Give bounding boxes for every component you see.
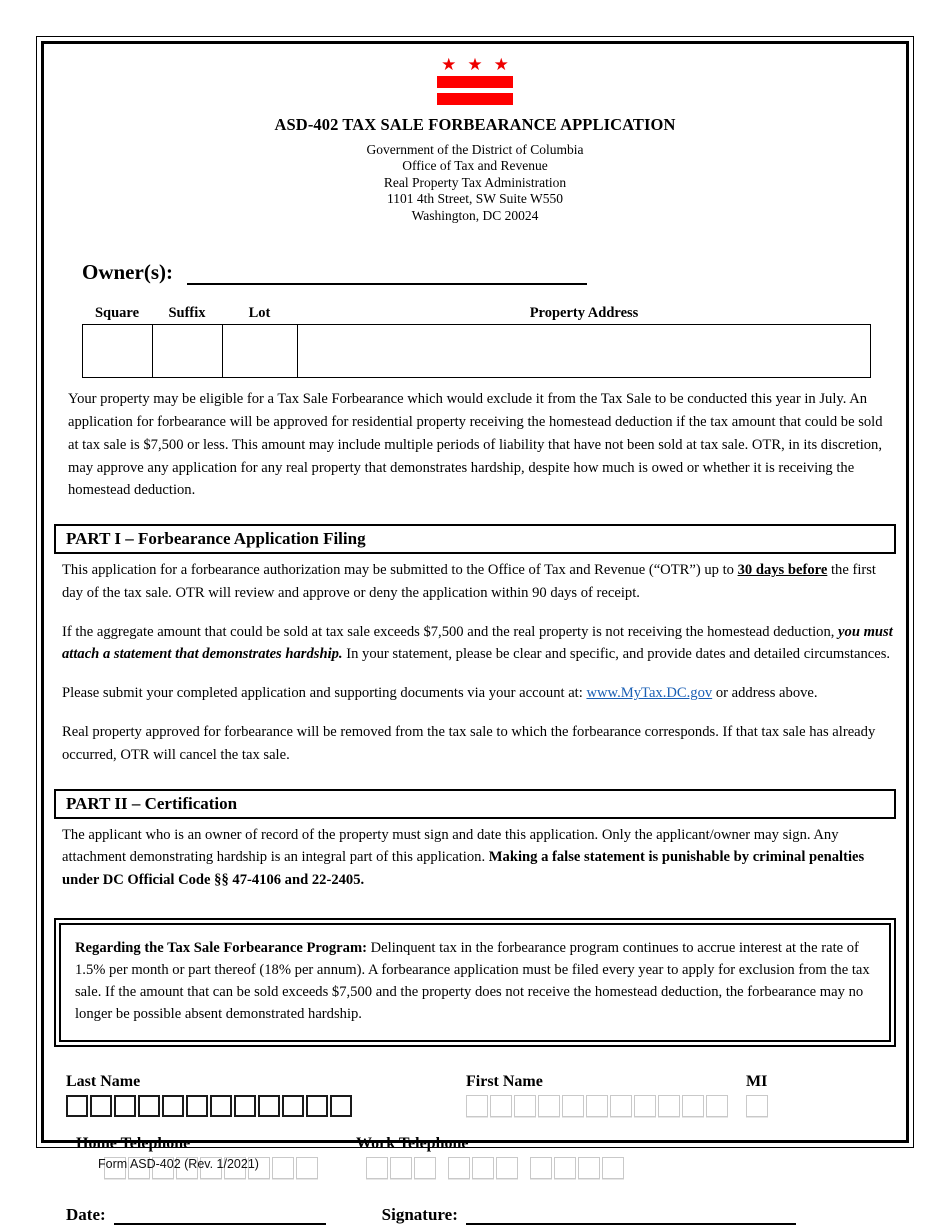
signature-input-line[interactable] xyxy=(466,1208,796,1225)
group-gap xyxy=(438,1157,446,1179)
intro-paragraph: Your property may be eligible for a Tax Sale Forbearance which would exclude it from the Tax Sale to be conducted this year in July. An application for forbearance will be approved for residential property receiving the homestead deduction if the tax amount that could be sold at tax sale is $7,500 or less. This amount may include multiple periods of liability that have not been sold at tax sale. OTR, in its discretion, may approve any application for any real property that demonstrates hardship, despite how much is owed or whether it is receiving the homestead deduction. xyxy=(68,391,883,499)
part-1-paragraph-1 xyxy=(62,559,894,605)
work-telephone-field-group xyxy=(348,1135,624,1179)
p2a-emphasis-false-statement: Making a false statement is punishable by criminal penalties under DC Official Code §§ 47-4106 and 22-2405. xyxy=(62,849,865,889)
property-table xyxy=(82,305,871,378)
p2a-text: The applicant who is an owner of record of the property must sign and date this application. Only the applicant/owner may sign. Any attachment demonstrating hardship is an integral part of this application. xyxy=(62,826,839,866)
char-box[interactable] xyxy=(538,1095,560,1117)
dc-flag-icon xyxy=(437,56,513,105)
char-box[interactable] xyxy=(466,1095,488,1117)
property-table-header xyxy=(82,305,871,324)
owners-label: Owner(s): xyxy=(82,260,173,285)
p2-text-a: If the aggregate amount that could be sold at tax sale exceeds $7,500 and the real property is not receiving the homestead deduction, xyxy=(62,623,839,640)
star-icon: ★ xyxy=(467,55,483,74)
work-telephone-label: Work Telephone xyxy=(356,1134,469,1152)
char-box[interactable] xyxy=(448,1157,470,1179)
document-header xyxy=(54,50,896,224)
property-table-row xyxy=(82,324,871,378)
char-box[interactable] xyxy=(634,1095,656,1117)
part-1-header xyxy=(54,524,896,554)
agency-line-administration: Real Property Tax Administration xyxy=(383,174,567,190)
part-1-paragraph-4: Real property approved for forbearance will be removed from the tax sale to which the forbearance corresponds. If that tax sale has already occurred, OTR will cancel the tax sale. xyxy=(62,724,876,763)
column-header-property-address: Property Address xyxy=(529,305,639,322)
notice-body-text: Delinquent tax in the forbearance program continues to accrue interest at the rate of 1.5% per month or part thereof (18% per annum). A forbearance application must be filed every year to apply for exclusion from the tax sale. If the amount that can be sold exceeds $7,500 and the property does not receive the homestead deduction, the forbearance may no longer be possible absent demonstrated hardship. xyxy=(75,939,870,1023)
column-header-lot: Lot xyxy=(248,305,271,322)
part-2-heading-text: PART II – Certification xyxy=(66,793,238,813)
cell-lot-input[interactable] xyxy=(223,325,298,377)
flag-bar-bottom xyxy=(437,93,513,105)
char-box[interactable] xyxy=(706,1095,728,1117)
part-2-header xyxy=(54,789,896,819)
char-box[interactable] xyxy=(496,1157,518,1179)
char-box[interactable] xyxy=(554,1157,576,1179)
char-box[interactable] xyxy=(210,1095,232,1117)
cell-square-input[interactable] xyxy=(83,325,153,377)
date-label: Date: xyxy=(66,1204,106,1224)
owners-row xyxy=(54,260,896,285)
column-header-square: Square xyxy=(94,305,140,322)
name-fields-row xyxy=(54,1073,896,1117)
first-name-field-group xyxy=(466,1073,746,1117)
signature-label: Signature: xyxy=(381,1204,458,1224)
char-box[interactable] xyxy=(306,1095,328,1117)
char-box[interactable] xyxy=(114,1095,136,1117)
middle-initial-label: MI xyxy=(746,1072,768,1090)
char-box[interactable] xyxy=(472,1157,494,1179)
char-box[interactable] xyxy=(414,1157,436,1179)
part-1-paragraph-3 xyxy=(62,682,894,705)
char-box[interactable] xyxy=(602,1157,624,1179)
part-1-heading-text: PART I – Forbearance Application Filing xyxy=(66,529,366,549)
char-box[interactable] xyxy=(272,1157,294,1179)
char-box[interactable] xyxy=(746,1095,768,1117)
middle-initial-field-group xyxy=(746,1073,768,1117)
p2-text-b: In your statement, please be clear and specific, and provide dates and detailed circumstances. xyxy=(342,646,891,663)
middle-initial-input[interactable] xyxy=(746,1095,768,1117)
char-box[interactable] xyxy=(186,1095,208,1117)
forbearance-notice-box xyxy=(54,918,896,1047)
intro-block xyxy=(54,388,896,502)
char-box[interactable] xyxy=(682,1095,704,1117)
char-box[interactable] xyxy=(162,1095,184,1117)
part-2-paragraph-1 xyxy=(62,824,894,892)
agency-line-city: Washington, DC 20024 xyxy=(411,207,539,223)
char-box[interactable] xyxy=(658,1095,680,1117)
char-box[interactable] xyxy=(490,1095,512,1117)
char-box[interactable] xyxy=(138,1095,160,1117)
char-box[interactable] xyxy=(296,1157,318,1179)
char-box[interactable] xyxy=(562,1095,584,1117)
part-1-paragraph-2 xyxy=(62,621,894,667)
date-input-line[interactable] xyxy=(114,1208,326,1225)
char-box[interactable] xyxy=(282,1095,304,1117)
column-header-suffix: Suffix xyxy=(168,305,206,322)
char-box[interactable] xyxy=(514,1095,536,1117)
last-name-label: Last Name xyxy=(66,1072,141,1090)
notice-paragraph xyxy=(75,937,875,1026)
mytax-dc-gov-link[interactable]: www.MyTax.DC.gov xyxy=(586,685,713,702)
date-signature-row xyxy=(54,1205,896,1225)
part-2-body xyxy=(54,824,896,892)
part-1-body xyxy=(54,559,896,766)
star-icon: ★ xyxy=(493,55,509,74)
char-box[interactable] xyxy=(530,1157,552,1179)
star-icon: ★ xyxy=(441,55,457,74)
group-gap xyxy=(520,1157,528,1179)
p3-text-b: or address above. xyxy=(712,685,818,702)
p1-emphasis-30-days: 30 days before xyxy=(737,562,828,579)
char-box[interactable] xyxy=(390,1157,412,1179)
agency-address-block xyxy=(54,142,896,224)
form-content xyxy=(54,50,896,1225)
last-name-field-group xyxy=(66,1073,466,1117)
first-name-label: First Name xyxy=(466,1072,543,1090)
agency-line-street: 1101 4th Street, SW Suite W550 xyxy=(387,191,563,207)
first-name-input[interactable] xyxy=(466,1095,746,1117)
cell-property-address-input[interactable] xyxy=(298,325,870,377)
char-box[interactable] xyxy=(90,1095,112,1117)
agency-line-government: Government of the District of Columbia xyxy=(366,142,584,157)
agency-line-office: Office of Tax and Revenue xyxy=(402,158,548,174)
p2-emphasis-hardship: you must attach a statement that demonstrates hardship. xyxy=(62,623,893,663)
work-telephone-input[interactable] xyxy=(356,1157,624,1179)
page-title: ASD-402 TAX SALE FORBEARANCE APPLICATION xyxy=(274,115,676,134)
char-box[interactable] xyxy=(578,1157,600,1179)
cell-suffix-input[interactable] xyxy=(153,325,223,377)
form-footer: Form ASD-402 (Rev. 1/2021) xyxy=(98,1157,259,1171)
p1-text-a: This application for a forbearance authorization may be submitted to the Office of Tax and Revenue (“OTR”) up to xyxy=(62,562,738,579)
flag-bar-top xyxy=(437,76,513,88)
forbearance-notice-inner xyxy=(59,923,891,1042)
owners-input-line[interactable] xyxy=(187,263,587,285)
char-box[interactable] xyxy=(258,1095,280,1117)
char-box[interactable] xyxy=(586,1095,608,1117)
p3-text-a: Please submit your completed application and supporting documents via your account at: xyxy=(62,685,587,702)
char-box[interactable] xyxy=(366,1157,388,1179)
home-telephone-label: Home Telephone xyxy=(76,1134,191,1152)
char-box[interactable] xyxy=(66,1095,88,1117)
notice-bold-lead: Regarding the Tax Sale Forbearance Program: xyxy=(75,939,367,956)
char-box[interactable] xyxy=(234,1095,256,1117)
last-name-input[interactable] xyxy=(66,1095,466,1117)
char-box[interactable] xyxy=(610,1095,632,1117)
char-box[interactable] xyxy=(330,1095,352,1117)
flag-stars xyxy=(437,56,513,73)
p1-text-b: the first day of the tax sale. OTR will review and approve or deny the application within 90 days of receipt. xyxy=(62,562,876,601)
